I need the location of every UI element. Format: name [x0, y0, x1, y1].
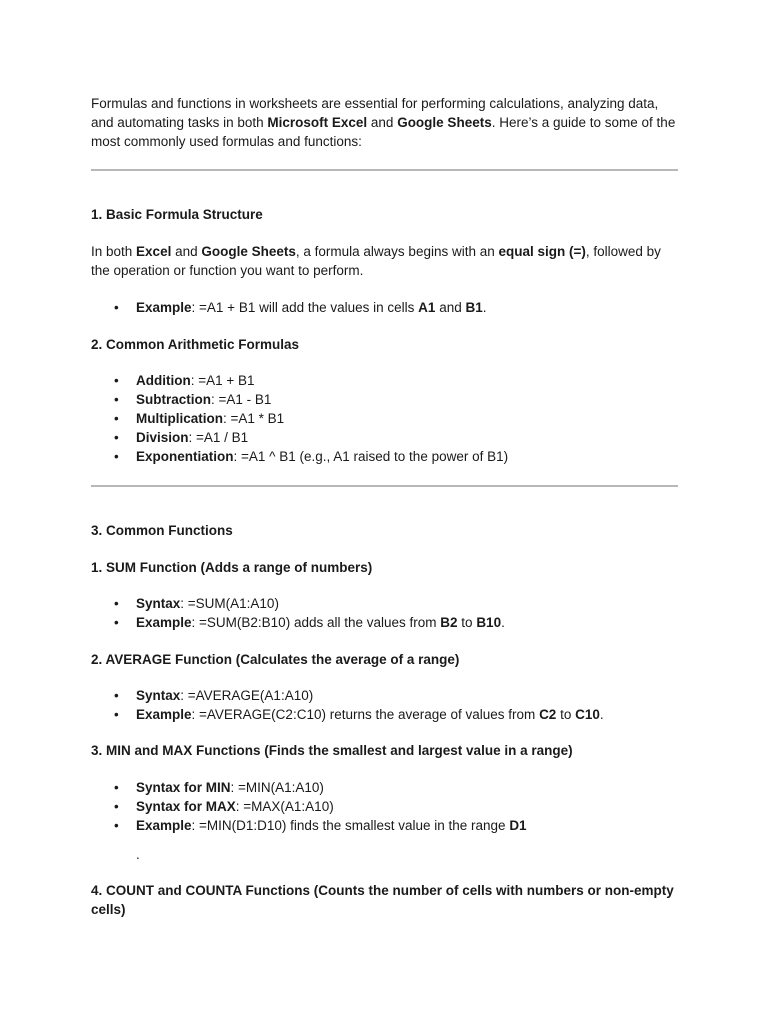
section-heading-basic-formula: 1. Basic Formula Structure	[91, 207, 263, 222]
item-text: : =A1 + B1 will add the values in cells	[191, 300, 419, 315]
item-text: : =A1 ^ B1 (e.g., A1 raised to the power of B1)	[233, 449, 509, 464]
section-heading-arithmetic: 2. Common Arithmetic Formulas	[91, 337, 300, 352]
item-label: Syntax for MAX	[136, 799, 236, 814]
item-label: Example	[136, 300, 192, 315]
list-item-syntax	[91, 594, 681, 613]
intro-paragraph	[91, 94, 681, 151]
item-text: : =A1 * B1	[223, 411, 285, 426]
bold-text: B1	[465, 300, 483, 315]
bold-text: Google Sheets	[201, 244, 296, 259]
item-label: Division	[136, 430, 189, 445]
item-text: .	[599, 707, 604, 722]
item-label: Example	[136, 818, 192, 833]
trailing-period: .	[136, 847, 140, 862]
item-text: : =AVERAGE(C2:C10) returns the average of values from	[191, 707, 540, 722]
bold-text: A1	[418, 300, 436, 315]
list-item-example	[91, 705, 681, 724]
list-item-example	[91, 613, 681, 632]
item-text: .	[482, 300, 487, 315]
item-text: to	[556, 707, 576, 722]
bold-text: B2	[440, 615, 458, 630]
paragraph-text: and	[171, 244, 202, 259]
subheading-average: 2. AVERAGE Function (Calculates the average of a range)	[91, 652, 460, 667]
paragraph-text: In both	[91, 244, 137, 259]
item-label: Syntax for MIN	[136, 780, 231, 795]
paragraph-text: , followed by the operation or function you want to perform.	[91, 244, 661, 278]
item-label: Subtraction	[136, 392, 212, 407]
bold-text: Excel	[136, 244, 172, 259]
bold-text: C2	[539, 707, 557, 722]
item-text: : =AVERAGE(A1:A10)	[180, 688, 314, 703]
item-text: and	[435, 300, 466, 315]
sum-list	[91, 594, 681, 632]
basic-formula-list	[91, 298, 681, 317]
item-text: : =MIN(A1:A10)	[230, 780, 324, 795]
list-item	[91, 298, 681, 317]
subheading-count: 4. COUNT and COUNTA Functions (Counts the number of cells with numbers or non-empty cells)	[91, 883, 674, 917]
item-label: Addition	[136, 373, 191, 388]
basic-formula-paragraph	[91, 242, 681, 280]
list-item-subtraction	[91, 390, 681, 409]
item-text: : =MAX(A1:A10)	[235, 799, 334, 814]
list-item-syntax-min	[91, 778, 681, 797]
item-label: Syntax	[136, 688, 181, 703]
bold-text: equal sign (=)	[498, 244, 586, 259]
list-item-syntax	[91, 686, 681, 705]
section-heading-common-functions: 3. Common Functions	[91, 523, 233, 538]
item-text: to	[457, 615, 477, 630]
average-list	[91, 686, 681, 724]
item-text: .	[501, 615, 505, 630]
list-item-addition	[91, 371, 681, 390]
item-label: Syntax	[136, 596, 181, 611]
subheading-min-max: 3. MIN and MAX Functions (Finds the smallest and largest value in a range)	[91, 743, 573, 758]
item-text: : =SUM(B2:B10) adds all the values from	[191, 615, 441, 630]
list-item-exponentiation	[91, 447, 681, 466]
document-body	[91, 94, 681, 919]
intro-bold-excel: Microsoft Excel	[267, 115, 368, 130]
horizontal-rule	[91, 485, 678, 487]
min-max-list	[91, 778, 681, 835]
item-label: Multiplication	[136, 411, 223, 426]
list-item-syntax-max	[91, 797, 681, 816]
item-text: : =A1 / B1	[188, 430, 249, 445]
item-text: : =SUM(A1:A10)	[180, 596, 279, 611]
subheading-sum: 1. SUM Function (Adds a range of numbers)	[91, 560, 373, 575]
item-label: Example	[136, 707, 192, 722]
arithmetic-list	[91, 371, 681, 466]
horizontal-rule	[91, 169, 678, 171]
list-item-multiplication	[91, 409, 681, 428]
bold-text: D1	[509, 818, 527, 833]
intro-text: Formulas and functions in worksheets are essential for performing calculations, analyzing data, and automating tasks in both	[91, 96, 659, 130]
intro-text: and	[367, 115, 398, 130]
item-label: Exponentiation	[136, 449, 234, 464]
bold-text: B10	[476, 615, 502, 630]
item-label: Example	[136, 615, 192, 630]
list-item-division	[91, 428, 681, 447]
item-text: : =A1 + B1	[190, 373, 255, 388]
item-text: : =MIN(D1:D10) finds the smallest value in the range	[191, 818, 510, 833]
intro-bold-sheets: Google Sheets	[397, 115, 492, 130]
item-text: : =A1 - B1	[211, 392, 272, 407]
intro-text: . Here’s a guide to some of the most commonly used formulas and functions:	[91, 115, 676, 149]
list-item-example	[91, 816, 681, 835]
paragraph-text: , a formula always begins with an	[295, 244, 499, 259]
bold-text: C10	[575, 707, 600, 722]
